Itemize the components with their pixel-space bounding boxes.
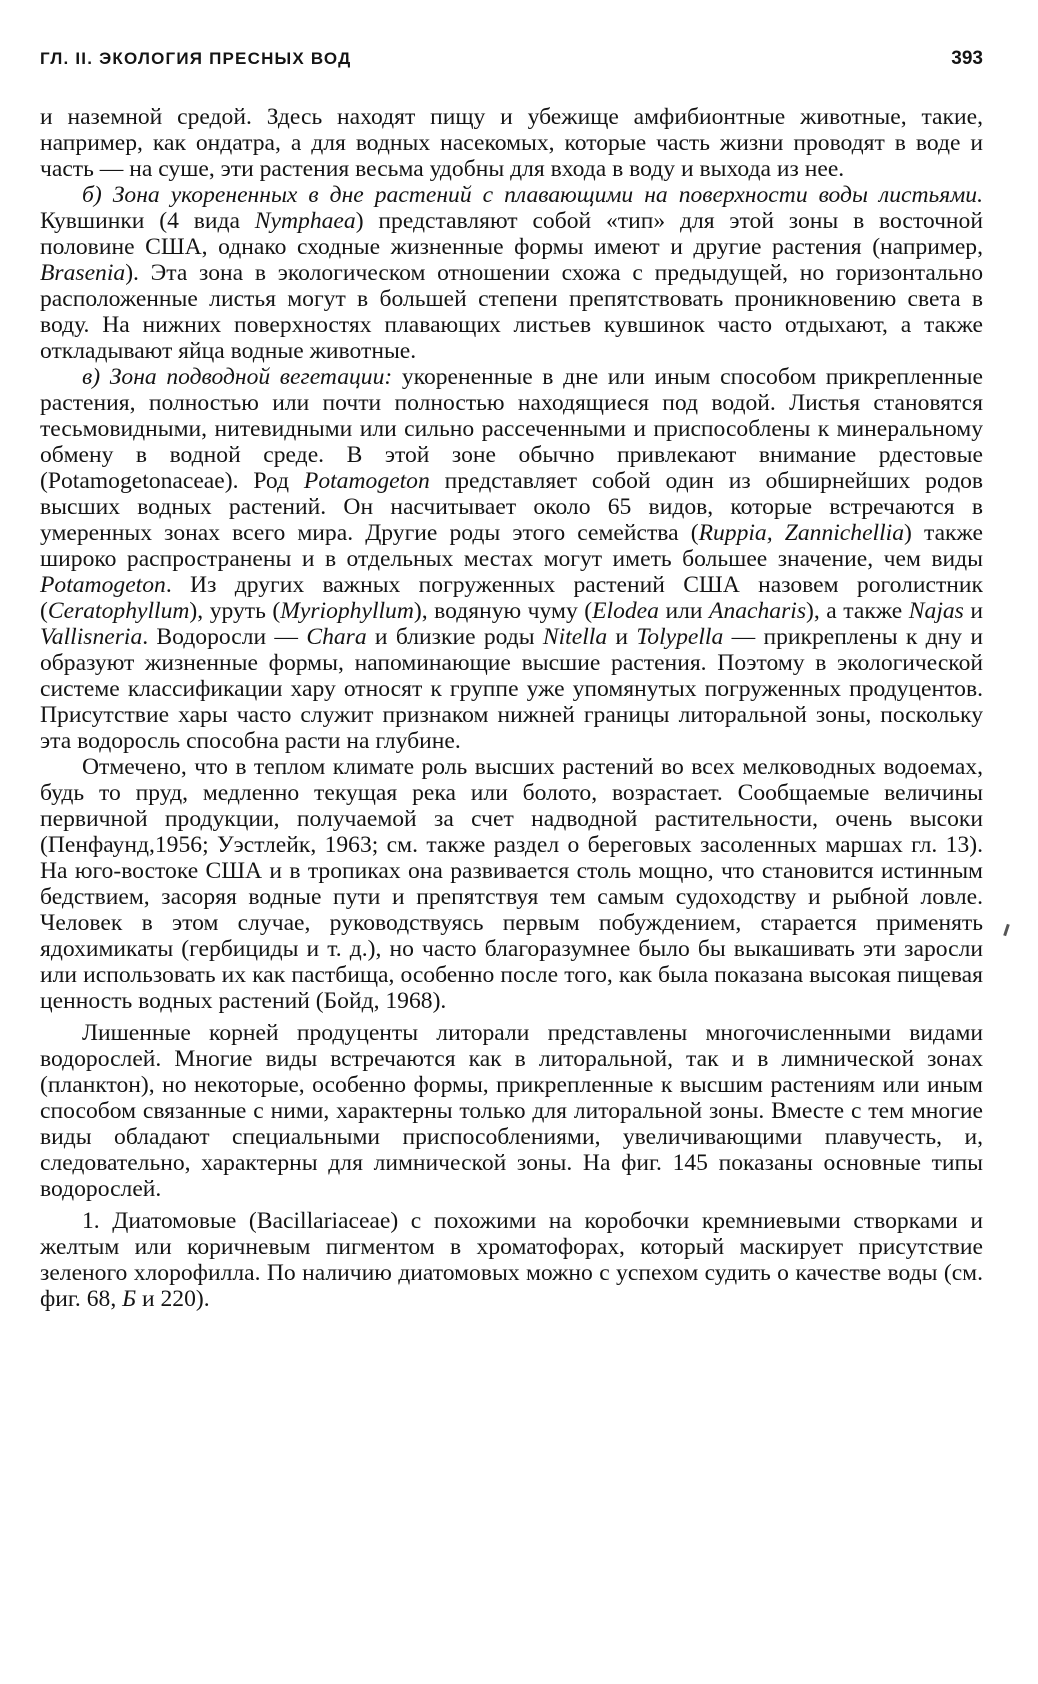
zone-b-heading: б) Зона укорененных в дне растений с плавающими на поверхности воды листьями.	[82, 182, 983, 208]
latin-genus: Nitella	[542, 624, 608, 650]
text-run: ), водяную чуму (	[413, 598, 593, 624]
paragraph-diatoms	[40, 1208, 983, 1312]
paragraph-zone-c	[40, 364, 983, 754]
latin-genus: Vallisneria	[40, 624, 143, 650]
latin-genus: Tolypella	[636, 624, 724, 650]
text-run: и 220).	[136, 1286, 210, 1312]
paragraph-continuation: и наземной средой. Здесь находят пищу и убежище амфибионтные животные, такие, например, как ондатра, а для водных насекомых, которые часть жизни проводят в воде и часть — на суше, эти растения весьма удобны для входа в воду и выхода из нее.	[40, 104, 983, 182]
text-run: ), уруть (	[189, 598, 281, 624]
text-run: ) также широко распространены и в отдельных местах могут иметь большее значение, чем виды	[40, 520, 983, 572]
running-header	[40, 48, 983, 78]
latin-genus: Potamogeton	[303, 468, 430, 494]
paragraph-zone-b	[40, 182, 983, 364]
latin-genus: Potamogeton	[40, 572, 166, 598]
book-page	[40, 48, 983, 1312]
figure-letter: Б	[122, 1286, 137, 1312]
latin-genus: Nymphaea	[254, 208, 356, 234]
text-run: Кувшинки (4 вида	[40, 208, 255, 234]
text-run: . Водоросли —	[142, 624, 307, 650]
text-run: или	[658, 598, 710, 624]
paragraph-rootless-producers: Лишенные корней продуценты литорали представлены многочисленными видами водорослей. Многие виды встречаются как в литоральной, так и в лимнической зонах (планктон), но некоторые, особенно формы, прикрепленные к высшим растениям или иным способом связанные с ними, характерны только для литоральной зоны. Вместе с тем многие виды обладают специальными приспособлениями, увеличивающими плавучесть, и, следовательно, характерны для лимнической зоны. На фиг. 145 показаны основные типы водорослей.	[40, 1020, 983, 1202]
text-run: представляет собой один из обширнейших родов высших водных растений. Он насчитывает около 65 видов, которые встречаются в умеренных зонах всего мира. Другие роды этого семейства (	[40, 468, 984, 546]
zone-c-heading: в) Зона подводной вегетации:	[82, 364, 393, 390]
text-run: 1. Диатомовые (Bacillariaceae) с похожими на коробочки кремниевыми створками и желтым или коричневым пигментом в хроматофорах, который маскирует присутствие зеленого хлорофилла. По наличию диатомовых можно с успехом судить о качестве воды (см. фиг. 68,	[40, 1208, 983, 1312]
latin-genus: Chara	[306, 624, 367, 650]
text-run: и	[607, 624, 637, 650]
latin-genus: Najas	[908, 598, 964, 624]
latin-genus: Myriophyllum	[280, 598, 414, 624]
paragraph-warm-climate: Отмечено, что в теплом климате роль высших растений во всех мелководных водоемах, будь то пруд, медленно текущая река или болото, возрастает. Сообщаемые величины первичной продукции, получаемой за счет надводной растительности, очень высоки (Пенфаунд,1956; Уэстлейк, 1963; см. также раздел о береговых засоленных маршах гл. 13). На юго-востоке США и в тропиках она развивается столь мощно, что становится истинным бедствием, засоряя водные пути и препятствуя тем самым судоходству и рыбной ловле. Человек в этом случае, руководствуясь первым побуждением, старается применять ядохимикаты (гербициды и т. д.), но часто благоразумнее было бы выкашивать эти заросли или использовать их как пастбища, особенно после того, как была показана высокая пищевая ценность водных растений (Бойд, 1968).	[40, 754, 983, 1014]
latin-genus: Ruppia, Zannichellia	[698, 520, 905, 546]
text-run: ), а также	[806, 598, 909, 624]
page-number: 393	[951, 48, 983, 69]
latin-genus: Brasenia	[40, 260, 126, 286]
latin-genus: Anacharis	[709, 598, 807, 624]
latin-genus: Elodea	[592, 598, 659, 624]
text-run: . Из других важных погруженных растений США назовем роголистник (	[40, 572, 983, 624]
text-run: и	[963, 598, 984, 624]
running-title: ГЛ. II. ЭКОЛОГИЯ ПРЕСНЫХ ВОД	[40, 49, 352, 68]
margin-mark	[1003, 924, 1010, 936]
text-run: ) представляют собой «тип» для этой зоны в восточной половине США, однако сходные жизненные формы имеют и другие растения (например,	[40, 208, 983, 260]
text-run: — прикреплены к дну и образуют жизненные формы, напоминающие высшие растения. Поэтому в экологической системе классификации хару относят к группе уже упомянутых погруженных продуцентов. Присутствие хары часто служит признаком нижней границы литоральной зоны, поскольку эта водоросль способна расти на глубине.	[40, 624, 983, 754]
text-run: ). Эта зона в экологическом отношении схожа с предыдущей, но горизонтально расположенные листья могут в большей степени препятствовать проникновению света в воду. На нижних поверхностях плавающих листьев кувшинок часто отдыхают, а также откладывают яйца водные животные.	[40, 260, 983, 364]
text-run: и близкие роды	[366, 624, 543, 650]
text-run: укорененные в дне или иным способом прикрепленные растения, полностью или почти полностью находящиеся под водой. Листья становятся тесьмовидными, нитевидными или сильно рассеченными и приспособлены к минеральному обмену в водной среде. В этой зоне обычно привлекают внимание рдестовые (Potamogetonaceae). Род	[40, 364, 983, 494]
main-text	[40, 104, 983, 1312]
latin-genus: Ceratophyllum	[47, 598, 190, 624]
